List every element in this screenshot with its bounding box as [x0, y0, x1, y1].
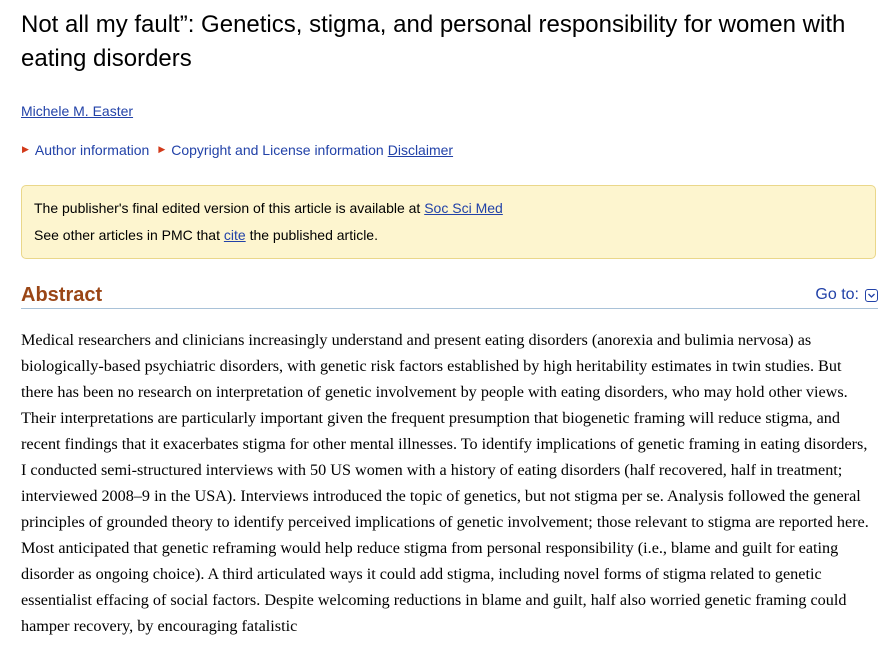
author-line [21, 102, 879, 120]
abstract-heading: Abstract [21, 284, 103, 306]
triangle-right-icon: ▶ [158, 144, 166, 154]
author-information-label: Author information [34, 142, 150, 158]
goto-label: Go to: [815, 286, 859, 303]
article-title: Not all my fault”: Genetics, stigma, and personal responsibility for women with eating disorders [21, 11, 846, 72]
notice-line-2-text: See other articles in PMC that [34, 227, 220, 243]
notice-line-1 [34, 195, 863, 222]
notice-line-1-text: The publisher's final edited version of this article is available at [34, 200, 421, 216]
article-meta-links [21, 141, 879, 159]
publisher-notice [21, 185, 876, 259]
notice-line-2 [34, 222, 863, 249]
abstract-text: Medical researchers and clinicians increasingly understand and present eating disorders (anorexia and bulimia nervosa) as biologically-based psychiatric disorders, with genetic risk factors established by high heritability estimates in twin studies. But there has been no research on interpretation of genetic involvement by people with eating disorders, who may hold other views. Their interpretations are particularly important given the frequent presumption that biogenetic framing will reduce stigma, and recent findings that it exacerbates stigma for other mental illnesses. To identify implications of genetic framing in eating disorders, I conducted semi-structured interviews with 50 US women with a history of eating disorders (half recovered, half in treatment; interviewed 2008–9 in the USA). Interviews introduced the topic of genetics, but not stigma per se. Analysis followed the general principles of grounded theory to identify perceived implications of genetic involvement; those relevant to stigma are reported here. Most anticipated that genetic reframing would help reduce stigma from personal responsibility (i.e., blame and guilt for eating disorder as ongoing choice). A third articulated ways it could add stigma, including novel forms of stigma related to genetic essentialist effacing of social factors. Despite welcoming reductions in blame and guilt, half also worried genetic framing could hamper recovery, by encouraging fatalistic [21, 331, 869, 635]
copyright-label: Copyright and License information [171, 142, 384, 158]
notice-line-2-suffix: the published article. [249, 227, 378, 243]
author-information-toggle[interactable] [21, 141, 149, 159]
disclaimer-link[interactable]: Disclaimer [387, 142, 454, 158]
abstract-section-header [21, 283, 878, 309]
journal-link[interactable]: Soc Sci Med [424, 200, 503, 216]
goto-menu-button[interactable] [815, 285, 878, 305]
triangle-right-icon: ▶ [22, 144, 29, 154]
copyright-toggle[interactable] [157, 141, 383, 159]
cite-link[interactable]: cite [223, 227, 246, 243]
chevron-down-icon [865, 289, 878, 302]
article-container [21, 8, 879, 639]
author-link[interactable]: Michele M. Easter [21, 103, 134, 119]
